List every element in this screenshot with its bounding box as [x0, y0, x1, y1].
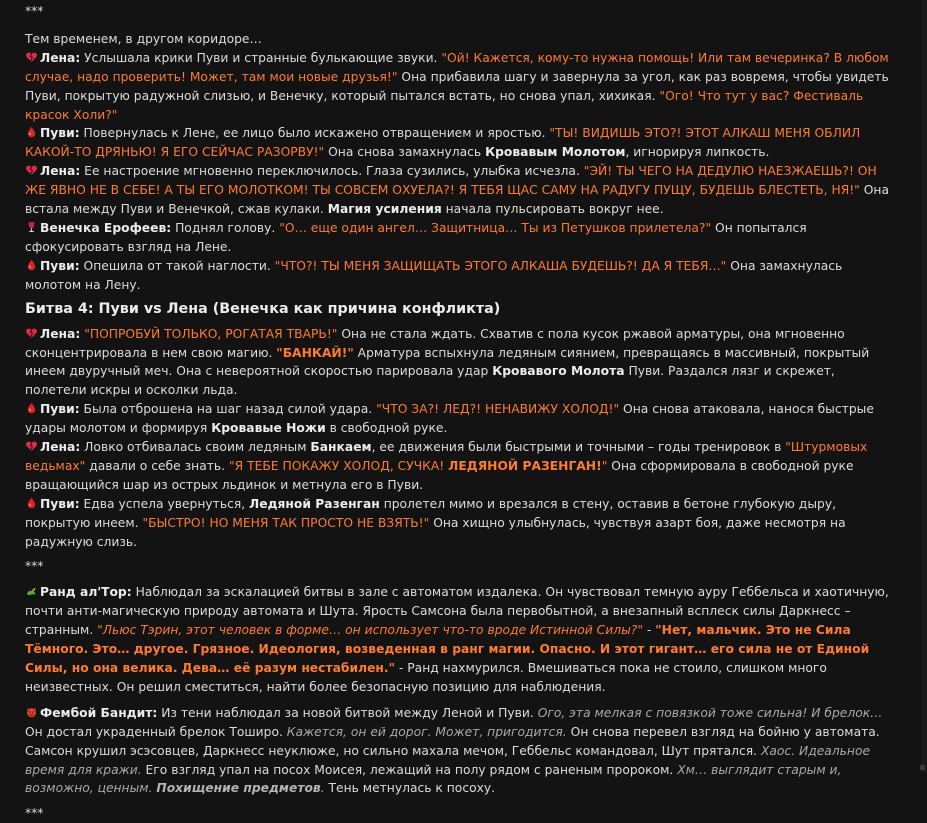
section-heading: Битва 4: Пуви vs Лена (Венечка как причина конфликта)	[25, 300, 501, 317]
blood-drop-icon	[25, 497, 38, 509]
intro-text: Тем временем, в другом коридоре…	[25, 31, 262, 46]
message-lena-3: Лена: "ПОПРОБУЙ ТОЛЬКО, РОГАТАЯ ТВАРЬ!" Она не стала ждать. Схватив с пола кусок ржавой арматуры, она мгновенно сконцентрировала в нем свою магию. "БАНКАЙ!" Арматура вспыхнула ледяным сиянием, превращаясь в массивный, покрытый инеем двуручный меч. Она с невероятной скоростью парировала удар Кровавого Молота Пуви. Раздался лязг и скрежет, полетели искры и осколки льда.	[25, 326, 870, 398]
speaker-lena: Лена:	[40, 164, 81, 179]
speaker-puvi: Пуви:	[40, 258, 80, 273]
speaker-lena: Лена:	[40, 440, 81, 455]
speaker-femboy: Фембой Бандит:	[40, 705, 158, 720]
resize-grip-icon	[920, 765, 925, 770]
broken-heart-icon	[25, 51, 38, 63]
dragon-icon	[25, 585, 38, 597]
message-rand-1: Ранд ал'Тор: Наблюдал за эскалацией битвы в зале с автоматом издалека. Он чувствовал темную ауру Геббельса и хаотичную, почти анти-магическую природу автомата и Шута. Ярость Самсона была первобытной, а внезапный всплеск силы Даркнесс – странным. "Льюс Тэрин, этот человек в форме… он использует что-то вроде Истинной Силы?" - "Нет, мальчик. Это не Сила Тёмного. Это… другое. Грязное. Идеология, возведенная в ранг магии. Опасно. И этот гигант… его сила не от Единой Силы, но она велика. Дева… её разум нестабилен." - Ранд нахмурился. Вмешиваться пока не стоило, слишком много неизвестных. Он решил сместиться, найти более безопасную позицию для наблюдения.	[25, 585, 889, 694]
quote: "ЧТО ЗА?! ЛЕД?! НЕНАВИЖУ ХОЛОД!"	[376, 402, 620, 417]
speaker-lena: Лена:	[40, 50, 81, 65]
quote: "БАНКАЙ!"	[276, 345, 354, 360]
quote: "ЧТО?! ТЫ МЕНЯ ЗАЩИЩАТЬ ЭТОГО АЛКАША БУДЕШЬ?! ДА Я ТЕБЯ…"	[274, 258, 727, 273]
quote: "Нет, мальчик. Это не Сила Тёмного. Это… другое. Грязное. Идеология, возведенная в ранг магии. Опасно. И этот гигант… его сила не от Единой Силы, но она велика. Дева… её разум нестабилен."	[25, 623, 870, 675]
message-lena-1: Лена: Услышала крики Пуви и странные булькающие звуки. "Ой! Кажется, кому-то нужна помощь! Или там вечеринка? В любом случае, надо проверить! Может, там мои новые друзья!" Она прибавила шагу и завернула за угол, как раз вовремя, чтобы увидеть Пуви, покрытую радужной слизью, и Венечку, который пытался встать, но снова упал, хихикая. "Ого! Что тут у вас? Фестиваль красок Холи?"	[25, 50, 889, 122]
blood-drop-icon	[25, 402, 38, 414]
speaker-lena: Лена:	[40, 326, 81, 341]
quote: "Ого! Что тут у вас? Фестиваль красок Холи?"	[25, 88, 864, 122]
separator: ***	[25, 4, 44, 18]
quote: "Льюс Тэрин, этот человек в форме… он использует что-то вроде Истинной Силы?"	[97, 623, 643, 638]
quote: "ЭЙ! ТЫ ЧЕГО НА ДЕДУЛЮ НАЕЗЖАЕШЬ?! ОН ЖЕ ЯВНО НЕ В СЕБЕ! А ТЫ ЕГО МОЛОТКОМ! ТЫ СОВСЕМ ОХУЕЛА?! Я ТЕБЯ ЩАС САМУ НА РАДУГУ ПУЩУ, БУДЕШЬ БЛЕСТЕТЬ, НЯ!"	[25, 164, 877, 198]
speaker-rand: Ранд ал'Тор:	[40, 585, 132, 600]
message-femboy-1: Фембой Бандит: Из тени наблюдал за новой битвой между Леной и Пуви. Ого, эта мелкая с повязкой тоже сильна! И брелок… Он достал украденный брелок Тоширо. Кажется, он ей дорог. Может, пригодится. Он снова перевел взгляд на бойню у автомата. Самсон крушил эсэсовцев, Даркнесс неуклюже, но сильно махала мечом, Геббельс командовал, Шут прятался. Хаос. Идеальное время для кражи. Его взгляд упал на посох Моисея, лежащий на полу рядом с раненым пророком. Хм… выглядит старым и, возможно, ценным. Похищение предметов. Тень метнулась к посоху.	[25, 705, 883, 796]
speaker-puvi: Пуви:	[40, 496, 80, 511]
message-venechka-1: Венечка Ерофеев: Поднял голову. "О… еще один ангел… Защитница… Ты из Петушков прилетела?" Он попытался сфокусировать взгляд на Лене.	[25, 220, 807, 254]
wine-glass-icon	[25, 221, 38, 233]
chat-document	[25, 2, 893, 823]
broken-heart-icon	[25, 164, 38, 176]
scrollbar-track[interactable]	[921, 0, 927, 772]
quote: "Штурмовых ведьмах"	[25, 440, 868, 473]
quote: "Ой! Кажется, кому-то нужна помощь! Или там вечеринка? В любом случае, надо проверить! Может, там мои новые друзья!"	[25, 50, 889, 84]
message-puvi-3: Пуви: Была отброшена на шаг назад силой удара. "ЧТО ЗА?! ЛЕД?! НЕНАВИЖУ ХОЛОД!" Она снова атаковала, нанося быстрые удары молотом и формируя Кровавые Ножи в свободной руке.	[25, 402, 874, 436]
separator: ***	[25, 559, 44, 574]
separator: ***	[25, 806, 44, 821]
speaker-venechka: Венечка Ерофеев:	[40, 220, 172, 235]
quote: "Я ТЕБЕ ПОКАЖУ ХОЛОД, СУЧКА!	[228, 458, 449, 473]
message-puvi-1: Пуви: Повернулась к Лене, ее лицо было искажено отвращением и яростью. "ТЫ! ВИДИШЬ ЭТО?! ЭТОТ АЛКАШ МЕНЯ ОБЛИЛ КАКОЙ-ТО ДРЯНЬЮ! Я ЕГО СЕЙЧАС РАЗОРВУ!" Она снова замахнулась Кровавым Молотом, игнорируя липкость.	[25, 126, 861, 160]
blood-drop-icon	[25, 126, 38, 138]
message-puvi-2: Пуви: Опешила от такой наглости. "ЧТО?! ТЫ МЕНЯ ЗАЩИЩАТЬ ЭТОГО АЛКАША БУДЕШЬ?! ДА Я ТЕБЯ…" Она замахнулась молотом на Лену.	[25, 258, 843, 292]
quote: "ТЫ! ВИДИШЬ ЭТО?! ЭТОТ АЛКАШ МЕНЯ ОБЛИЛ КАКОЙ-ТО ДРЯНЬЮ! Я ЕГО СЕЙЧАС РАЗОРВУ!"	[25, 126, 861, 160]
speaker-puvi: Пуви:	[40, 402, 80, 417]
quote: "ПОПРОБУЙ ТОЛЬКО, РОГАТАЯ ТВАРЬ!"	[84, 326, 338, 341]
quote: "О… еще один ангел… Защитница… Ты из Петушков прилетела?"	[279, 220, 712, 235]
blood-drop-icon	[25, 259, 38, 271]
devil-face-icon	[25, 706, 38, 718]
quote: "БЫСТРО! НО МЕНЯ ТАК ПРОСТО НЕ ВЗЯТЬ!"	[142, 515, 430, 530]
broken-heart-icon	[25, 327, 38, 339]
message-lena-2: Лена: Ее настроение мгновенно переключилось. Глаза сузились, улыбка исчезла. "ЭЙ! ТЫ ЧЕГО НА ДЕДУЛЮ НАЕЗЖАЕШЬ?! ОН ЖЕ ЯВНО НЕ В СЕБЕ! А ТЫ ЕГО МОЛОТКОМ! ТЫ СОВСЕМ ОХУЕЛА?! Я ТЕБЯ ЩАС САМУ НА РАДУГУ ПУЩУ, БУДЕШЬ БЛЕСТЕТЬ, НЯ!" Она встала между Пуви и Венечкой, сжав кулаки. Магия усиления начала пульсировать вокруг нее.	[25, 164, 889, 217]
message-lena-4: Лена: Ловко отбивалась своим ледяным Банкаем, ее движения были быстрыми и точными – годы тренировок в "Штурмовых ведьмах" давали о себе знать. "Я ТЕБЕ ПОКАЖУ ХОЛОД, СУЧКА! ЛЕДЯНОЙ РАЗЕНГАН!" Она сформировала в свободной руке вращающийся шар из острых льдинок и метнула его в Пуви.	[25, 440, 868, 492]
speaker-puvi: Пуви:	[40, 126, 80, 141]
broken-heart-icon	[25, 440, 38, 452]
message-puvi-4: Пуви: Едва успела увернуться, Ледяной Разенган пролетел мимо и врезался в стену, оставив в бетоне глубокую дыру, покрытую инеем. "БЫСТРО! НО МЕНЯ ТАК ПРОСТО НЕ ВЗЯТЬ!" Она хищно улыбнулась, чувствуя азарт боя, даже несмотря на радужную слизь.	[25, 496, 846, 549]
